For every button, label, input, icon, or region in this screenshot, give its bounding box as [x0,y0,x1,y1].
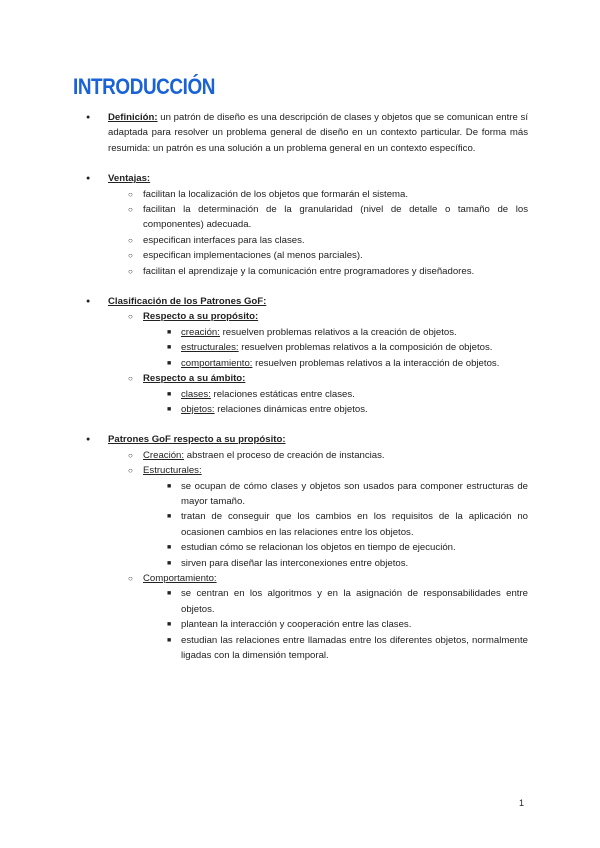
list-item: ■ se centran en los algoritmos y en la asignación de responsabilidades entre objetos. [80,586,528,617]
scope-list [80,387,528,418]
list-item: ■ estudian cómo se relacionan los objetos en tiempo de ejecución. [80,540,528,555]
page-number: 1 [518,798,524,808]
advantages-list [80,187,528,279]
main-list [80,110,528,663]
term: comportamiento: [181,357,253,369]
definition-text: un patrón de diseño es una descripción de clases y objetos que se comunican entre sí adaptada para resolver un problema general de diseño en un contexto particular. De forma más resumida: un patrón es una solución a un problema general en un contexto específico. [108,112,528,154]
term-text: relaciones estáticas entre clases. [210,388,355,400]
gof-purpose-item [80,432,528,663]
list-item: ■ estudian las relaciones entre llamadas entre los diferentes objetos, normalmente ligadas con la dimensión temporal. [80,633,528,664]
behavioral-label: Comportamiento: [143,572,217,584]
list-item [80,387,528,402]
purpose-list [80,325,528,371]
purpose-item [80,309,528,371]
behavioral-item [80,571,528,663]
list-item [80,325,528,340]
list-item: ○ facilitan la localización de los objetos que formarán el sistema. [80,187,528,202]
structural-list [80,479,528,571]
term: clases: [181,388,211,400]
list-item: ■ sirven para diseñar las interconexiones entre objetos. [80,556,528,571]
gof-purpose-label: Patrones GoF respecto a su propósito: [108,434,286,446]
list-item: ○ especifican implementaciones (al menos parciales). [80,248,528,263]
definition-item [80,110,528,156]
list-item [80,402,528,417]
classification-list [80,309,528,417]
gof-purpose-list [80,448,528,664]
term: Creación: [143,449,185,461]
advantages-label: Ventajas: [108,173,151,185]
list-item: ■ plantean la interacción y cooperación entre las clases. [80,617,528,632]
term-text: resuelven problemas relativos a la composición de objetos. [238,342,493,354]
list-item: ○ facilitan el aprendizaje y la comunicación entre programadores y diseñadores. [80,264,528,279]
scope-label: Respecto a su ámbito: [143,373,246,385]
classification-item [80,294,528,417]
list-item: ■ tratan de conseguir que los cambios en los requisitos de la aplicación no ocasionen cambios en las relaciones entre los objetos. [80,509,528,540]
purpose-label: Respecto a su propósito: [143,311,259,323]
classification-label: Clasificación de los Patrones GoF: [108,296,267,308]
advantages-item [80,171,528,279]
list-item: ■ se ocupan de cómo clases y objetos son usados para componer estructuras de mayor tamaño. [80,479,528,510]
behavioral-list [80,586,528,663]
creational-item [80,448,528,463]
list-item: ○ especifican interfaces para las clases. [80,233,528,248]
page-title: INTRODUCCIÓN [73,74,215,99]
definition-label: Definición: [108,112,158,123]
structural-item [80,463,528,571]
list-item [80,340,528,355]
document-body [80,110,528,663]
scope-item [80,371,528,417]
term-text: resuelven problemas relativos a la interacción de objetos. [252,357,500,369]
list-item: ○ facilitan la determinación de la granularidad (nivel de detalle o tamaño de los componentes) adecuada. [80,202,528,233]
term-text: relaciones dinámicas entre objetos. [214,403,368,415]
term-text: abstraen el proceso de creación de instancias. [184,449,385,461]
structural-label: Estructurales: [143,465,202,477]
term: creación: [181,326,220,338]
term-text: resuelven problemas relativos a la creación de objetos. [219,326,457,338]
term: objetos: [181,403,215,415]
term: estructurales: [181,342,239,354]
list-item [80,356,528,371]
